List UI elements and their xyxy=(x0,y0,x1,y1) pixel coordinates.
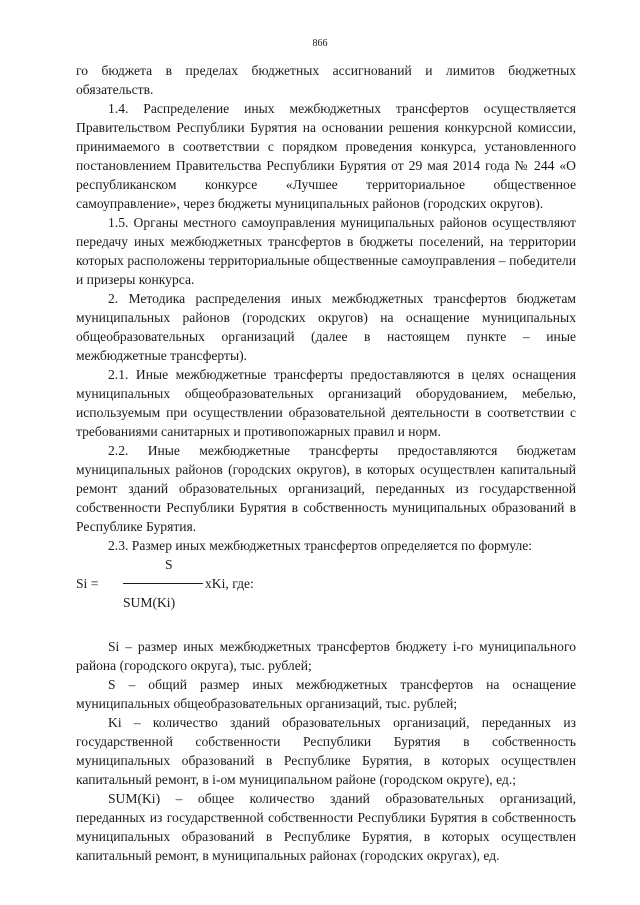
definition-ki: Ki – количество зданий образовательных организаций, переданных из государственной собственности Республики Бурятия в собственность муниципальных образований в Республике Бурятия, в которых осуществлен капитальный ремонт, в i-ом муниципальном районе (городском округе), ед.; xyxy=(76,715,576,787)
paragraph-continuation: го бюджета в пределах бюджетных ассигнований и лимитов бюджетных обязательств. xyxy=(76,63,576,97)
paragraph-2: 2. Методика распределения иных межбюджетных трансфертов бюджетам муниципальных районов (городских округов) на оснащение муниципальных общеобразовательных организаций (далее в настоящем пункте – иные межбюджетные трансферты). xyxy=(76,291,576,363)
formula-rhs: хKi, где: xyxy=(205,576,254,591)
definition-s: S – общий размер иных межбюджетных трансфертов на оснащение муниципальных общеобразовательных организаций, тыс. рублей; xyxy=(76,677,576,711)
definition-si: Si – размер иных межбюджетных трансфертов бюджету i-го муниципального района (городского округа), тыс. рублей; xyxy=(76,639,576,673)
document-body xyxy=(76,61,576,865)
page-number: 866 xyxy=(312,38,328,49)
paragraph-1-5: 1.5. Органы местного самоуправления муниципальных районов осуществляют передачу иных межбюджетных трансфертов в бюджеты поселений, на территории которых расположены территориальные общественные самоуправления – победители и призеры конкурса. xyxy=(76,215,576,287)
formula-lhs: Si = xyxy=(76,576,99,591)
paragraph-2-2: 2.2. Иные межбюджетные трансферты предоставляются бюджетам муниципальных районов (городских округов), в которых осуществлен капитальный ремонт зданий образовательных организаций, переданных из государственной собственности Республики Бурятия в собственность муниципальных образований в Республике Бурятия. xyxy=(76,443,576,534)
fraction-line xyxy=(123,583,203,584)
paragraph-2-1: 2.1. Иные межбюджетные трансферты предоставляются в целях оснащения муниципальных общеобразовательных организаций оборудованием, мебелью, используемым при осуществлении образовательной деятельности в соответствии с требованиями санитарных и противопожарных правил и норм. xyxy=(76,367,576,439)
definition-sum-ki: SUM(Ki) – общее количество зданий образовательных организаций, переданных из государственной собственности Республики Бурятия в собственность муниципальных образований в Республике Бурятия, в которых осуществлен капитальный ремонт, в муниципальных районах (городских округах), ед. xyxy=(76,791,576,863)
paragraph-1-4: 1.4. Распределение иных межбюджетных трансфертов осуществляется Правительством Республики Бурятия на основании решения конкурсной комиссии, принимаемого в соответствии с порядком проведения конкурса, установленного постановлением Правительства Республики Бурятия от 29 мая 2014 года № 244 «О республиканском конкурсе «Лучшее территориальное общественное самоуправление», через бюджеты муниципальных районов (городских округов). xyxy=(76,101,576,211)
formula-numerator: S xyxy=(165,557,173,572)
paragraph-2-3: 2.3. Размер иных межбюджетных трансфертов определяется по формуле: xyxy=(108,538,533,553)
formula-denominator: SUM(Ki) xyxy=(123,595,176,610)
formula xyxy=(76,555,576,613)
